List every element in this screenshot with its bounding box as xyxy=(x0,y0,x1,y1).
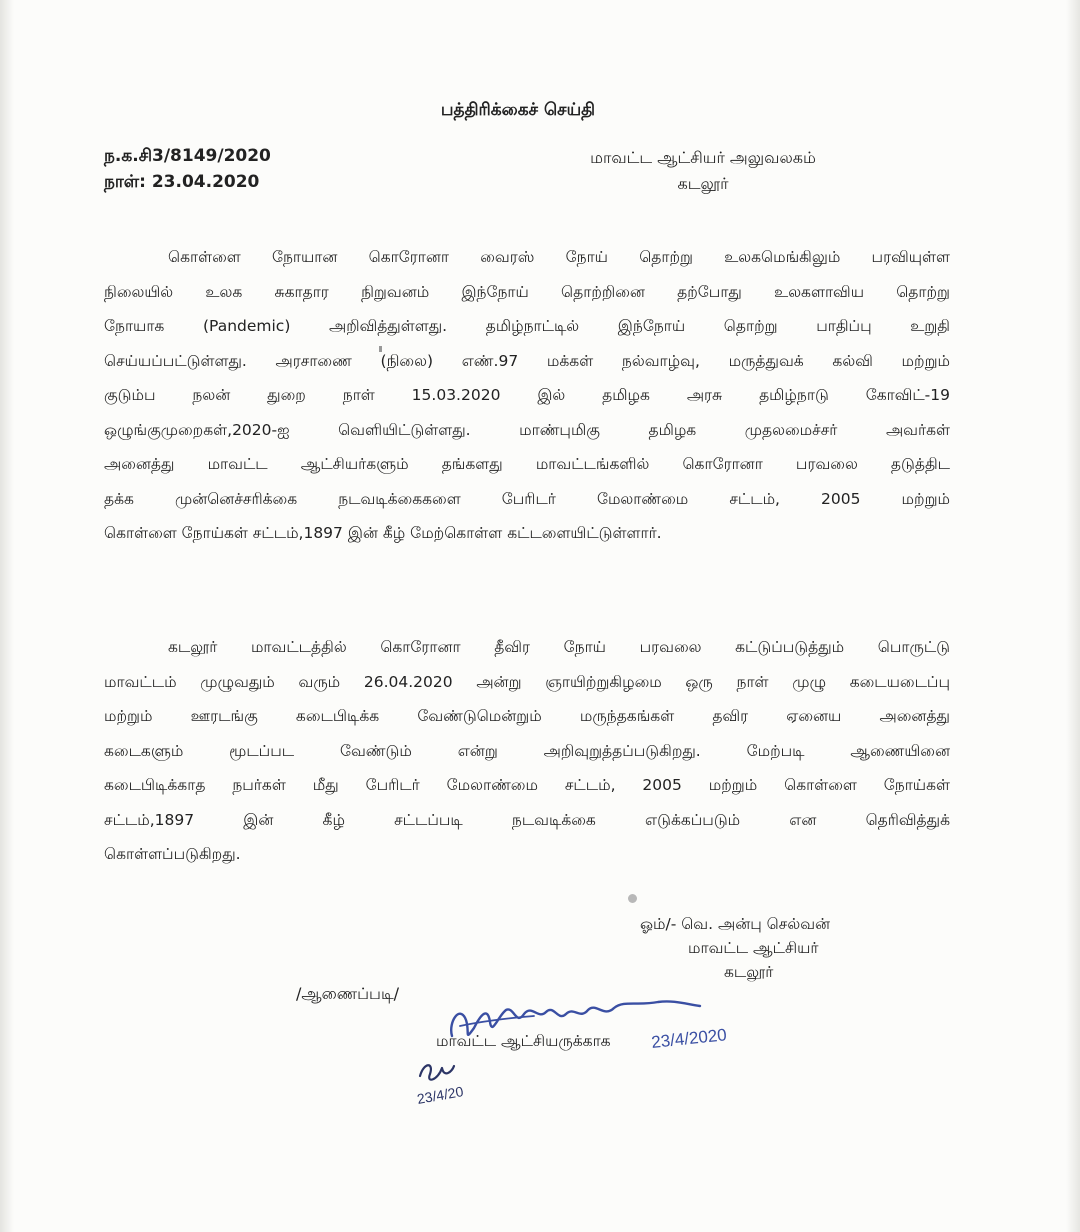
paragraph-1-line: குடும்ப நலன் துறை நாள் 15.03.2020 இல் தமிழக அரசு தமிழ்நாடு கோவிட்-19 xyxy=(104,386,950,404)
signatory-name: ஓம்/- வெ. அன்பு செல்வன் xyxy=(640,915,831,933)
paragraph-1-line: ஒழுங்குமுறைகள்,2020-ஐ வெளியிட்டுள்ளது. மாண்புமிகு தமிழக முதலமைச்சர் அவர்கள் xyxy=(104,420,950,439)
by-order-note: /ஆணைப்படி/ xyxy=(296,984,400,1003)
paragraph-1-line: தக்க முன்னெச்சரிக்கை நடவடிக்கைகளை பேரிடர் மேலாண்மை சட்டம், 2005 மற்றும் xyxy=(104,489,950,508)
paragraph-1-line: செய்யப்பட்டுள்ளது. அரசாணை (நிலை) எண்.97 மக்கள் நல்வாழ்வு, மருத்துவக் கல்வி மற்றும் xyxy=(104,351,950,370)
scan-shadow-left xyxy=(0,0,14,1232)
document-title: பத்திரிக்கைச் செய்தி xyxy=(440,100,596,120)
paragraph-1-line: நிலையில் உலக சுகாதார நிறுவனம் இந்நோய் தொற்றினை தற்போது உலகளாவிய தொற்று xyxy=(104,282,950,301)
scan-dot xyxy=(628,894,637,903)
handwritten-initials xyxy=(408,1056,498,1112)
paragraph-2-line: மற்றும் ஊரடங்கு கடைபிடிக்க வேண்டுமென்றும் மருந்தகங்கள் தவிர ஏனைய அனைத்து xyxy=(104,707,950,725)
signatory-designation: மாவட்ட ஆட்சியர் xyxy=(688,939,819,957)
signatory-block xyxy=(640,912,900,984)
paragraph-1-line: அனைத்து மாவட்ட ஆட்சியர்களும் தங்களது மாவட்டங்களில் கொரோனா பரவலை தடுத்திட xyxy=(104,455,950,473)
document-date: நாள்: 23.04.2020 xyxy=(104,172,260,192)
initials-stroke xyxy=(420,1065,454,1079)
paragraph-2-line: கடைபிடிக்காத நபர்கள் மீது பேரிடர் மேலாண்மை சட்டம், 2005 மற்றும் கொள்ளை நோய்கள் xyxy=(104,776,950,794)
paragraph-2 xyxy=(104,630,950,872)
paragraph-2-line: கடைகளும் மூடப்பட வேண்டும் என்று அறிவுறுத்தப்படுகிறது. மேற்படி ஆணையினை xyxy=(104,741,950,760)
paragraph-2-line: மாவட்டம் முழுவதும் வரும் 26.04.2020 அன்று ஞாயிற்றுகிழமை ஒரு நாள் முழு கடையடைப்பு xyxy=(104,672,950,691)
paragraph-2-line: சட்டம்,1897 இன் கீழ் சட்டப்படி நடவடிக்கை எடுக்கப்படும் என தெரிவித்துக் xyxy=(104,810,950,829)
scan-shadow-right xyxy=(1066,0,1080,1232)
signatory-place: கடலூர் xyxy=(724,963,774,981)
on-behalf-of-collector: மாவட்ட ஆட்சியருக்காக xyxy=(436,1032,611,1050)
paragraph-1-line: கொள்ளை நோய்கள் சட்டம்,1897 இன் கீழ் மேற்கொள்ள கட்டளையிட்டுள்ளார். xyxy=(104,524,662,542)
office-place: கடலூர் xyxy=(677,174,729,193)
paragraph-1-line: கொள்ளை நோயான கொரோனா வைரஸ் நோய் தொற்று உலகமெங்கிலும் பரவியுள்ள xyxy=(168,248,950,266)
reference-number: ந.க.சி3/8149/2020 xyxy=(104,146,271,166)
paragraph-1 xyxy=(104,240,950,551)
paragraph-2-line: கடலூர் மாவட்டத்தில் கொரோனா தீவிர நோய் பரவலை கட்டுப்படுத்தும் பொருட்டு xyxy=(168,638,950,656)
scan-speck xyxy=(379,346,382,352)
signature-date: 23/4/2020 xyxy=(650,1025,728,1052)
office-name: மாவட்ட ஆட்சியர் அலுவலகம் xyxy=(590,148,816,167)
paragraph-2-line: கொள்ளப்படுகிறது. xyxy=(104,845,241,863)
paragraph-1-line: நோயாக (Pandemic) அறிவித்துள்ளது. தமிழ்நாட்டில் இந்நோய் தொற்று பாதிப்பு உறுதி xyxy=(104,317,950,335)
initials-date: 23/4/20 xyxy=(415,1083,465,1107)
